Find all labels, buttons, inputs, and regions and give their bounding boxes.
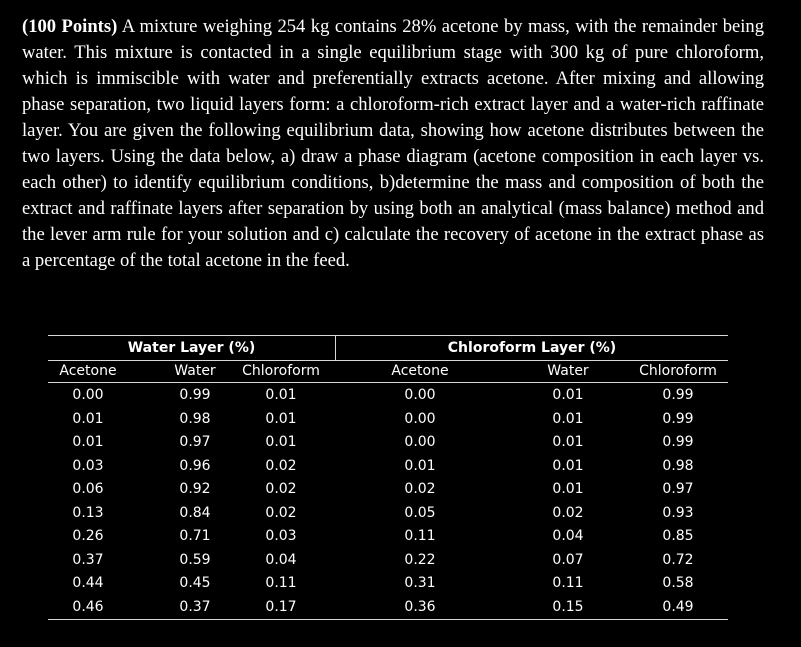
table-cell-water-chloroform: 0.02 — [265, 481, 297, 497]
table-cell-chloroform-chloroform: 0.93 — [662, 504, 694, 521]
table-cell-chloroform-chloroform: 0.49 — [662, 598, 694, 615]
table-cell-water-chloroform: 0.01 — [265, 387, 297, 403]
table-top-rule — [48, 335, 728, 336]
column-header-water-acetone: Acetone — [59, 363, 117, 379]
table-cell-chloroform-chloroform: 0.97 — [662, 481, 694, 497]
chloroform-layer-header: Chloroform Layer (%) — [447, 340, 617, 356]
table-cell-chloroform-chloroform: 0.58 — [662, 575, 694, 591]
table-cell-chloroform-acetone: 0.01 — [404, 457, 436, 474]
table-cell-water-acetone: 0.37 — [72, 551, 104, 568]
group-header-rule — [48, 360, 728, 361]
table-bottom-rule — [48, 619, 728, 620]
problem-statement — [22, 14, 764, 274]
table-cell-water-acetone: 0.46 — [72, 598, 104, 615]
table-cell-water-chloroform: 0.01 — [265, 434, 297, 450]
table-cell-chloroform-water: 0.15 — [552, 598, 584, 615]
problem-text: A mixture weighing 254 kg contains 28% acetone by mass, with the remainder being water. This mixture is contacted in a single equilibrium stage with 300 kg of pure chloroform, which is immiscible with water and preferentially extracts acetone. After mixing and allowing phase separation, two liquid layers form: a chloroform-rich extract layer and a water-rich raffinate layer. You are given the following equilibrium data, showing how acetone distributes between the two layers. Using the data below, a) draw a phase diagram (acetone composition in each layer vs. each other) to identify equilibrium conditions, b)determine the mass and composition of both the extract and raffinate layers after separation by using both an analytical (mass balance) method and the lever arm rule for your solution and c) calculate the recovery of acetone in the extract phase as a percentage of the total acetone in the feed. — [22, 16, 765, 271]
water-layer-header: Water Layer (%) — [127, 340, 256, 356]
column-header-chloroform-water: Water — [547, 363, 589, 379]
points-label: (100 Points) — [22, 16, 118, 37]
table-cell-water-acetone: 0.44 — [72, 575, 104, 591]
table-cell-water-chloroform: 0.02 — [265, 457, 297, 474]
table-cell-water-acetone: 0.13 — [72, 504, 104, 521]
table-cell-chloroform-water: 0.02 — [552, 504, 584, 521]
table-cell-chloroform-acetone: 0.31 — [404, 575, 436, 591]
table-cell-water-chloroform: 0.01 — [265, 410, 297, 427]
table-cell-chloroform-water: 0.07 — [552, 551, 584, 568]
table-cell-water-water: 0.96 — [179, 457, 211, 474]
table-cell-water-chloroform: 0.11 — [265, 575, 297, 591]
column-header-chloroform-acetone: Acetone — [391, 363, 449, 379]
column-header-chloroform-chloroform: Chloroform — [639, 363, 717, 379]
table-cell-chloroform-acetone: 0.02 — [404, 481, 436, 497]
table-cell-water-chloroform: 0.02 — [265, 504, 297, 521]
table-cell-water-acetone: 0.01 — [72, 434, 104, 450]
table-cell-chloroform-acetone: 0.22 — [404, 551, 436, 568]
table-cell-water-water: 0.97 — [179, 434, 211, 450]
table-cell-water-water: 0.84 — [179, 504, 211, 521]
table-cell-water-water: 0.37 — [179, 598, 211, 615]
table-cell-chloroform-water: 0.04 — [552, 528, 584, 544]
column-header-rule — [48, 382, 728, 383]
table-cell-water-acetone: 0.26 — [72, 528, 104, 544]
table-cell-chloroform-water: 0.11 — [552, 575, 584, 591]
table-cell-chloroform-chloroform: 0.99 — [662, 387, 694, 403]
table-cell-water-water: 0.59 — [179, 551, 211, 568]
table-cell-chloroform-acetone: 0.36 — [404, 598, 436, 615]
table-cell-water-chloroform: 0.04 — [265, 551, 297, 568]
table-cell-water-water: 0.98 — [179, 410, 211, 427]
table-cell-water-water: 0.45 — [179, 575, 211, 591]
table-cell-water-acetone: 0.06 — [72, 481, 104, 497]
table-cell-water-acetone: 0.00 — [72, 387, 104, 403]
table-cell-water-acetone: 0.03 — [72, 457, 104, 474]
table-cell-chloroform-acetone: 0.11 — [404, 528, 436, 544]
table-cell-chloroform-chloroform: 0.99 — [662, 410, 694, 427]
table-cell-water-acetone: 0.01 — [72, 410, 104, 427]
equilibrium-data-table — [48, 335, 728, 621]
column-header-water-chloroform: Chloroform — [242, 363, 320, 379]
table-cell-chloroform-acetone: 0.00 — [404, 410, 436, 427]
table-cell-water-chloroform: 0.03 — [265, 528, 297, 544]
table-cell-chloroform-chloroform: 0.72 — [662, 551, 694, 568]
table-cell-water-chloroform: 0.17 — [265, 598, 297, 615]
table-cell-chloroform-chloroform: 0.85 — [662, 528, 694, 544]
table-cell-chloroform-acetone: 0.00 — [404, 434, 436, 450]
table-cell-chloroform-water: 0.01 — [552, 457, 584, 474]
table-cell-chloroform-water: 0.01 — [552, 410, 584, 427]
table-cell-water-water: 0.99 — [179, 387, 211, 403]
table-cell-water-water: 0.92 — [179, 481, 211, 497]
table-cell-chloroform-acetone: 0.00 — [404, 387, 436, 403]
table-cell-chloroform-water: 0.01 — [552, 481, 584, 497]
column-header-water-water: Water — [174, 363, 216, 379]
table-cell-chloroform-chloroform: 0.99 — [662, 434, 694, 450]
table-cell-chloroform-chloroform: 0.98 — [662, 457, 694, 474]
table-cell-chloroform-acetone: 0.05 — [404, 504, 436, 521]
table-cell-water-water: 0.71 — [179, 528, 211, 544]
table-cell-chloroform-water: 0.01 — [552, 434, 584, 450]
table-cell-chloroform-water: 0.01 — [552, 387, 584, 403]
